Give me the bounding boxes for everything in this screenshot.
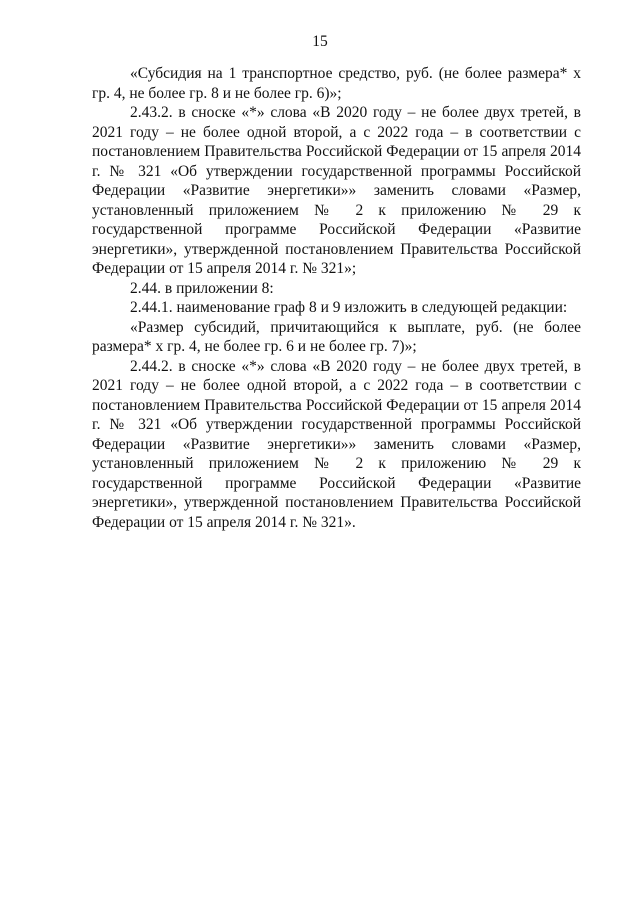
paragraph-2-44: 2.44. в приложении 8:	[130, 279, 274, 297]
paragraph-2-43-2: 2.43.2. в сноске «*» слова «В 2020 году – не более двух третей, в 2021 году – не более одной второй, а с 2022 года – в соответствии с постановлением Правительства Российской Федерации от 15 апреля 2014 г. № 321 «Об утверждении государственной программы Российской Федерации «Развитие энергетики»» заменить словами «Размер, установленный приложением № 2 к приложению № 29 к государственной программе Российской Федерации «Развитие энергетики», утвержденной постановлением Правительства Российской Федерации от 15 апреля 2014 г. № 321»;	[92, 104, 581, 277]
paragraph-2-44-2: 2.44.2. в сноске «*» слова «В 2020 году – не более двух третей, в 2021 году – не более одной второй, а с 2022 года – в соответствии с постановлением Правительства Российской Федерации от 15 апреля 2014 г. № 321 «Об утверждении государственной программы Российской Федерации «Развитие энергетики»» заменить словами «Размер, установленный приложением № 2 к приложению № 29 к государственной программе Российской Федерации «Развитие энергетики», утвержденной постановлением Правительства Российской Федерации от 15 апреля 2014 г. № 321».	[92, 357, 581, 531]
paragraph-subsidy-amount-title: «Размер субсидий, причитающийся к выплате, руб. (не более размера* х гр. 4, не более гр. 6 и не более гр. 7)»;	[92, 318, 581, 355]
paragraph-2-44-1: 2.44.1. наименование граф 8 и 9 изложить в следующей редакции:	[130, 299, 568, 316]
document-body	[92, 64, 581, 532]
page-number: 15	[312, 33, 328, 50]
paragraph-subsidy-per-vehicle: «Субсидия на 1 транспортное средство, руб. (не более размера* х гр. 4, не более гр. 8 и не более гр. 6)»;	[92, 65, 581, 102]
